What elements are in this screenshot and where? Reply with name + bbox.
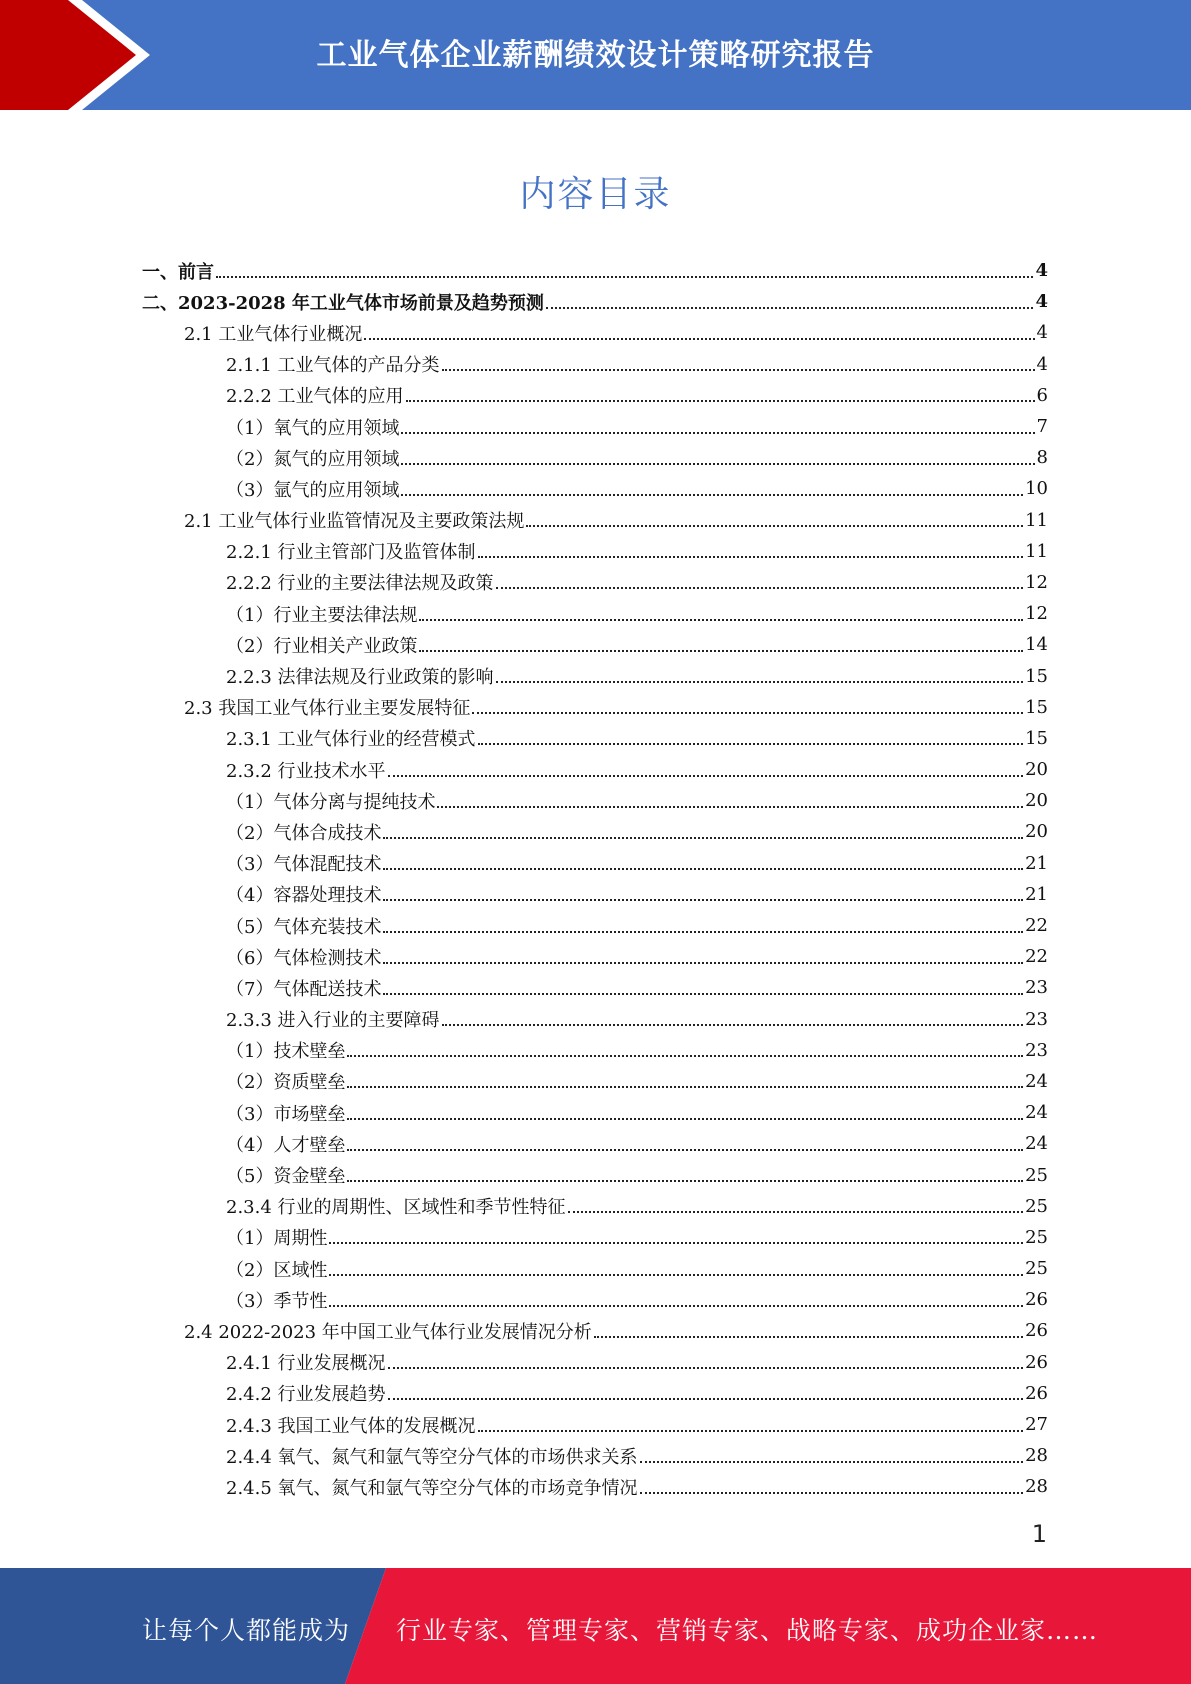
toc-entry[interactable]	[142, 879, 1048, 910]
toc-entry[interactable]	[142, 1066, 1048, 1097]
toc-dot-leader	[383, 931, 1023, 933]
toc-entry-page: 21	[1025, 883, 1048, 905]
toc-dot-leader	[388, 775, 1024, 777]
toc-entry[interactable]	[142, 1191, 1048, 1222]
toc-entry[interactable]	[142, 754, 1048, 785]
toc-entry-page: 15	[1025, 696, 1048, 718]
toc-entry[interactable]	[142, 598, 1048, 629]
toc-entry-label: （7）气体配送技术	[226, 978, 382, 1000]
toc-dot-leader	[640, 1492, 1024, 1494]
toc-entry[interactable]	[142, 816, 1048, 847]
report-title: 工业气体企业薪酬绩效设计策略研究报告	[316, 38, 875, 73]
toc-dot-leader	[329, 1242, 1023, 1244]
toc-entry[interactable]	[142, 1097, 1048, 1128]
toc-entry-page: 20	[1025, 759, 1048, 781]
toc-entry-page: 15	[1025, 727, 1048, 749]
toc-entry-label: 2.2.2 行业的主要法律法规及政策	[226, 573, 494, 595]
toc-entry[interactable]	[142, 1284, 1048, 1315]
toc-entry-label: （5）气体充装技术	[226, 916, 382, 938]
toc-entry-label: （2）资质壁垒	[226, 1072, 346, 1094]
toc-entry[interactable]	[142, 1004, 1048, 1035]
toc-entry[interactable]	[142, 1440, 1048, 1471]
toc-entry-page: 6	[1036, 384, 1048, 406]
toc-entry-page: 23	[1025, 1039, 1048, 1061]
toc-entry-label: 2.4.4 氧气、氮气和氩气等空分气体的市场供求关系	[226, 1446, 638, 1468]
toc-dot-leader	[383, 899, 1023, 901]
toc-entry-page: 25	[1025, 1164, 1048, 1186]
toc-entry-label: 2.1 工业气体行业监管情况及主要政策法规	[184, 511, 525, 533]
toc-entry-label: （1）周期性	[226, 1228, 328, 1250]
toc-entry[interactable]	[142, 941, 1048, 972]
page-header	[0, 0, 1191, 110]
toc-entry[interactable]	[142, 1378, 1048, 1409]
toc-dot-leader	[594, 1336, 1023, 1338]
toc-entry[interactable]	[142, 349, 1048, 380]
toc-entry-label: 2.4.1 行业发展概况	[226, 1353, 386, 1375]
toc-dot-leader	[383, 837, 1023, 839]
toc-dot-leader	[329, 1305, 1023, 1307]
toc-entry-label: （1）行业主要法律法规	[226, 604, 418, 626]
toc-entry[interactable]	[142, 660, 1048, 691]
toc-entry-page: 21	[1025, 852, 1048, 874]
toc-entry-label: 2.4 2022-2023 年中国工业气体行业发展情况分析	[184, 1321, 592, 1343]
toc-dot-leader	[216, 276, 1033, 278]
toc-entry[interactable]	[142, 972, 1048, 1003]
toc-entry-page: 8	[1036, 447, 1048, 469]
toc-dot-leader	[526, 525, 1023, 527]
toc-dot-leader	[401, 494, 1023, 496]
toc-dot-leader	[442, 1024, 1024, 1026]
toc-entry-page: 11	[1025, 540, 1048, 562]
toc-dot-leader	[437, 806, 1023, 808]
toc-entry[interactable]	[142, 629, 1048, 660]
footer-slogan-left: 让每个人都能成为	[142, 1616, 351, 1645]
toc-entry-label: （1）技术壁垒	[226, 1041, 346, 1063]
toc-dot-leader	[347, 1055, 1023, 1057]
toc-entry-label: （2）氮气的应用领域	[226, 448, 400, 470]
toc-entry-label: （5）资金壁垒	[226, 1166, 346, 1188]
toc-entry-page: 7	[1036, 416, 1048, 438]
toc-dot-leader	[478, 556, 1024, 558]
toc-entry[interactable]	[142, 1253, 1048, 1284]
toc-entry-page: 4	[1036, 353, 1048, 375]
toc-entry-page: 28	[1025, 1476, 1048, 1498]
toc-entry[interactable]	[142, 1471, 1048, 1502]
toc-entry-label: 一、前言	[142, 261, 214, 283]
toc-entry-page: 12	[1025, 571, 1048, 593]
toc-entry-page: 4	[1036, 322, 1048, 344]
toc-entry-page: 25	[1025, 1226, 1048, 1248]
toc-entry-page: 20	[1025, 821, 1048, 843]
toc-entry-page: 26	[1025, 1351, 1048, 1373]
toc-entry-page: 10	[1025, 478, 1048, 500]
toc-entry[interactable]	[142, 848, 1048, 879]
toc-dot-leader	[347, 1118, 1023, 1120]
toc-entry-page: 23	[1025, 977, 1048, 999]
toc-entry-page: 24	[1025, 1133, 1048, 1155]
toc-entry-page: 24	[1025, 1070, 1048, 1092]
toc-entry-page: 22	[1025, 946, 1048, 968]
toc-entry-label: （3）气体混配技术	[226, 854, 382, 876]
toc-dot-leader	[383, 993, 1023, 995]
toc-entry[interactable]	[142, 536, 1048, 567]
toc-entry[interactable]	[142, 255, 1048, 286]
toc-entry-page: 15	[1025, 665, 1048, 687]
toc-dot-leader	[388, 1367, 1024, 1369]
footer-slogan-right: 行业专家、管理专家、营销专家、战略专家、成功企业家……	[396, 1616, 1099, 1645]
toc-entry[interactable]	[142, 473, 1048, 504]
toc-entry[interactable]	[142, 1128, 1048, 1159]
toc-dot-leader	[472, 712, 1023, 714]
toc-dot-leader	[383, 868, 1023, 870]
toc-dot-leader	[568, 1211, 1024, 1213]
toc-entry[interactable]	[142, 1347, 1048, 1378]
toc-dot-leader	[496, 587, 1024, 589]
toc-entry-label: （2）区域性	[226, 1259, 328, 1281]
toc-dot-leader	[329, 1274, 1023, 1276]
toc-entry-label: （3）季节性	[226, 1290, 328, 1312]
toc-entry[interactable]	[142, 785, 1048, 816]
toc-entry[interactable]	[142, 567, 1048, 598]
toc-entry-label: 2.2.3 法律法规及行业政策的影响	[226, 667, 494, 689]
toc-entry-page: 25	[1025, 1195, 1048, 1217]
toc-entry-label: 2.3 我国工业气体行业主要发展特征	[184, 698, 471, 720]
toc-entry-page: 26	[1025, 1320, 1048, 1342]
page-footer	[0, 1568, 1191, 1684]
toc-entry-label: 2.3.4 行业的周期性、区域性和季节性特征	[226, 1197, 566, 1219]
toc-entry-page: 22	[1025, 915, 1048, 937]
toc-dot-leader	[388, 1398, 1024, 1400]
toc-dot-leader	[347, 1180, 1023, 1182]
toc-entry-label: 2.3.1 工业气体行业的经营模式	[226, 729, 476, 751]
toc-dot-leader	[401, 432, 1034, 434]
toc-entry[interactable]	[142, 317, 1048, 348]
toc-entry[interactable]	[142, 1159, 1048, 1190]
toc-entry-label: 2.2.1 行业主管部门及监管体制	[226, 542, 476, 564]
toc-dot-leader	[546, 307, 1034, 309]
toc-dot-leader	[364, 338, 1034, 340]
toc-dot-leader	[419, 619, 1023, 621]
toc-entry-page: 11	[1025, 509, 1048, 531]
toc-entry-label: 2.3.3 进入行业的主要障碍	[226, 1010, 440, 1032]
toc-entry-page: 28	[1025, 1445, 1048, 1467]
toc-entry-label: （4）人才壁垒	[226, 1134, 346, 1156]
toc-entry-page: 12	[1025, 603, 1048, 625]
toc-entry-label: 2.4.3 我国工业气体的发展概况	[226, 1415, 476, 1437]
toc-entry-label: 2.3.2 行业技术水平	[226, 760, 386, 782]
toc-entry-label: 2.1 工业气体行业概况	[184, 323, 363, 345]
toc-entry-page: 24	[1025, 1102, 1048, 1124]
toc-entry[interactable]	[142, 723, 1048, 754]
toc-entry[interactable]	[142, 286, 1048, 317]
toc-entry[interactable]	[142, 1315, 1048, 1346]
toc-dot-leader	[478, 743, 1024, 745]
toc-entry-label: （2）行业相关产业政策	[226, 635, 418, 657]
toc-dot-leader	[419, 650, 1023, 652]
toc-entry-page: 23	[1025, 1008, 1048, 1030]
toc-entry[interactable]	[142, 505, 1048, 536]
toc-entry-label: （1）气体分离与提纯技术	[226, 791, 436, 813]
toc-entry-label: 二、2023-2028 年工业气体市场前景及趋势预测	[142, 292, 544, 314]
toc-entry[interactable]	[142, 411, 1048, 442]
toc-entry[interactable]	[142, 1035, 1048, 1066]
toc-dot-leader	[347, 1149, 1023, 1151]
toc-entry-label: （2）气体合成技术	[226, 822, 382, 844]
toc-entry-page: 27	[1025, 1414, 1048, 1436]
toc-entry-label: 2.1.1 工业气体的产品分类	[226, 355, 440, 377]
toc-entry-label: 2.2.2 工业气体的应用	[226, 386, 404, 408]
toc-entry-label: （6）气体检测技术	[226, 947, 382, 969]
toc-entry[interactable]	[142, 442, 1048, 473]
toc-entry-label: （4）容器处理技术	[226, 885, 382, 907]
toc-dot-leader	[383, 962, 1023, 964]
toc-entry-page: 4	[1035, 260, 1048, 282]
toc-entry-page: 14	[1025, 634, 1048, 656]
toc-dot-leader	[478, 1430, 1024, 1432]
table-of-contents	[142, 255, 1048, 1503]
toc-dot-leader	[406, 400, 1035, 402]
toc-entry[interactable]	[142, 1409, 1048, 1440]
toc-entry-page: 26	[1025, 1289, 1048, 1311]
toc-dot-leader	[496, 681, 1024, 683]
toc-entry-page: 25	[1025, 1258, 1048, 1280]
toc-entry-label: （3）氩气的应用领域	[226, 479, 400, 501]
toc-entry-page: 20	[1025, 790, 1048, 812]
toc-dot-leader	[442, 369, 1035, 371]
toc-entry[interactable]	[142, 380, 1048, 411]
toc-entry-page: 4	[1035, 291, 1048, 313]
toc-entry[interactable]	[142, 692, 1048, 723]
toc-entry[interactable]	[142, 1222, 1048, 1253]
toc-dot-leader	[401, 463, 1034, 465]
toc-heading: 内容目录	[519, 174, 672, 215]
toc-entry-label: 2.4.5 氧气、氮气和氩气等空分气体的市场竞争情况	[226, 1477, 638, 1499]
toc-entry-page: 26	[1025, 1382, 1048, 1404]
toc-dot-leader	[640, 1461, 1024, 1463]
toc-entry-label: （3）市场壁垒	[226, 1103, 346, 1125]
toc-entry-label: （1）氧气的应用领域	[226, 417, 400, 439]
toc-dot-leader	[347, 1086, 1023, 1088]
toc-entry[interactable]	[142, 910, 1048, 941]
toc-entry-label: 2.4.2 行业发展趋势	[226, 1384, 386, 1406]
page-number: 1	[1031, 1520, 1047, 1548]
